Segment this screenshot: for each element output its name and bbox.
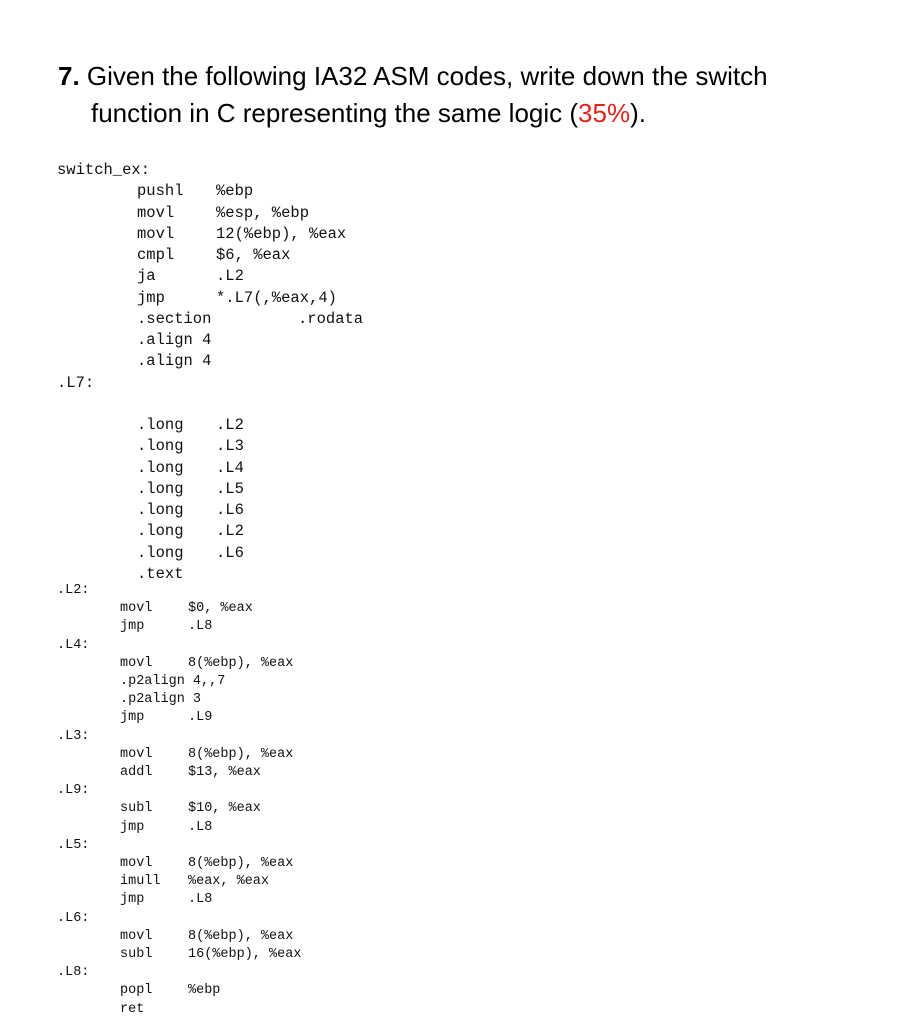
- asm-instruction-row: [0, 351, 700, 371]
- asm-operands: $6, %eax: [216, 246, 291, 264]
- asm-opcode: .p2align 3: [120, 692, 202, 708]
- asm-opcode: movl: [120, 655, 153, 671]
- asm-operands: $0, %eax: [188, 601, 253, 617]
- asm-instruction-row: [0, 181, 700, 201]
- asm-instruction-row: [0, 436, 700, 456]
- asm-opcode: imull: [120, 874, 161, 890]
- asm-label: .L7:: [57, 373, 95, 392]
- asm-instruction-row: [0, 394, 700, 414]
- asm-label: .L4:: [57, 637, 90, 653]
- question-text-line2-end: ).: [630, 98, 646, 128]
- asm-opcode: .text: [137, 564, 184, 583]
- asm-section-name: .rodata: [298, 309, 364, 328]
- asm-opcode: .p2align 4,,7: [120, 674, 226, 689]
- asm-operands: 8(%ebp), %eax: [188, 746, 294, 762]
- asm-instruction-row: [0, 764, 700, 784]
- asm-operands: $10, %eax: [188, 801, 261, 817]
- asm-opcode: .long: [137, 437, 184, 456]
- asm-operands: .L2: [216, 522, 244, 541]
- asm-instruction-row: [0, 479, 700, 499]
- asm-instruction-row: [0, 224, 700, 244]
- asm-instruction-row: [0, 655, 700, 675]
- question-text-line1: Given the following IA32 ASM codes, write down the switch: [86, 61, 768, 91]
- asm-label-row: [0, 728, 700, 748]
- question-number: 7.: [58, 61, 80, 91]
- asm-operands: .L2: [216, 267, 244, 286]
- asm-instruction-row: [0, 618, 700, 638]
- asm-operands: 8(%ebp), %eax: [188, 928, 294, 944]
- asm-label: .L9:: [57, 783, 90, 799]
- asm-opcode: .long: [137, 416, 184, 434]
- asm-label-row: [0, 782, 700, 802]
- asm-opcode: movl: [120, 746, 153, 762]
- asm-instruction-row: [0, 946, 700, 966]
- asm-instruction-row: [0, 415, 700, 435]
- asm-opcode: jmp: [120, 819, 145, 835]
- asm-instruction-row: [0, 564, 700, 584]
- asm-opcode: jmp: [120, 619, 145, 635]
- asm-opcode: .align 4: [137, 352, 212, 371]
- asm-label-row: [0, 637, 700, 657]
- asm-instruction-row: [0, 521, 700, 541]
- asm-label: .L3:: [57, 728, 90, 744]
- asm-instruction-row: [0, 458, 700, 478]
- asm-operands: %esp, %ebp: [216, 203, 310, 222]
- asm-instruction-row: [0, 600, 700, 620]
- asm-instruction-row: [0, 288, 700, 308]
- asm-label-row: [0, 837, 700, 857]
- asm-operands: .L8: [188, 819, 213, 835]
- asm-instruction-row: [0, 266, 700, 286]
- asm-operands: 8(%ebp), %eax: [188, 856, 294, 871]
- asm-opcode: pushl: [137, 182, 184, 201]
- asm-operands: .L4: [216, 458, 244, 477]
- asm-instruction-row: [0, 309, 700, 329]
- asm-opcode: .long: [137, 501, 184, 519]
- asm-instruction-row: [0, 800, 700, 820]
- asm-opcode: cmpl: [137, 246, 175, 264]
- asm-label-row: [0, 373, 700, 393]
- asm-operands: %eax, %eax: [188, 874, 270, 890]
- asm-label: .L6:: [57, 910, 90, 926]
- asm-operands: %ebp: [216, 182, 254, 201]
- asm-opcode: movl: [120, 601, 153, 617]
- asm-opcode: jmp: [137, 288, 165, 307]
- question-text-line2-start: function in C representing the same logic (: [91, 98, 579, 128]
- asm-operands: .L2: [216, 416, 244, 434]
- asm-instruction-row: [0, 873, 700, 893]
- asm-instruction-row: [0, 891, 700, 911]
- asm-opcode: .long: [137, 522, 184, 541]
- asm-opcode: ja: [137, 267, 156, 286]
- asm-instruction-row: [0, 855, 700, 875]
- question-text-line2: [58, 95, 858, 132]
- asm-opcode: movl: [137, 224, 175, 243]
- asm-label: .L5:: [57, 837, 90, 853]
- asm-instruction-row: [0, 982, 700, 1002]
- asm-operands: 16(%ebp), %eax: [188, 947, 302, 962]
- question-weight-percent: 35%: [578, 98, 631, 128]
- asm-opcode: .long: [137, 479, 184, 498]
- asm-opcode: popl: [120, 983, 153, 999]
- asm-operands: .L9: [188, 710, 213, 726]
- asm-label: .L8:: [57, 965, 90, 981]
- asm-opcode: .align 4: [137, 331, 212, 349]
- asm-opcode: movl: [120, 856, 153, 871]
- asm-label-row: [0, 582, 700, 602]
- asm-instruction-row: [0, 928, 700, 948]
- asm-opcode: jmp: [120, 892, 145, 908]
- asm-label: .L2:: [57, 583, 90, 598]
- asm-operands: .L5: [216, 479, 244, 498]
- asm-opcode: subl: [120, 801, 153, 817]
- asm-label-row: [0, 160, 700, 180]
- asm-opcode: .section: [137, 309, 212, 328]
- asm-opcode: ret: [120, 1001, 145, 1017]
- asm-instruction-row: [0, 709, 700, 729]
- asm-opcode: addl: [120, 765, 153, 780]
- asm-opcode: movl: [137, 203, 175, 222]
- asm-operands: $13, %eax: [188, 765, 261, 780]
- asm-opcode: .long: [137, 543, 184, 562]
- asm-operands: 8(%ebp), %eax: [188, 655, 294, 671]
- asm-operands: .L6: [216, 501, 244, 519]
- asm-operands: .L6: [216, 543, 244, 562]
- asm-instruction-row: [0, 673, 700, 693]
- asm-opcode: movl: [120, 928, 153, 944]
- question-prompt: [58, 58, 858, 132]
- asm-instruction-row: [0, 819, 700, 839]
- asm-opcode: subl: [120, 947, 153, 962]
- asm-operands: %ebp: [188, 983, 221, 999]
- asm-instruction-row: [0, 330, 700, 350]
- asm-operands: 12(%ebp), %eax: [216, 224, 347, 243]
- asm-opcode: .long: [137, 458, 184, 477]
- asm-label: switch_ex:: [57, 161, 151, 179]
- asm-instruction-row: [0, 1001, 700, 1021]
- asm-label-row: [0, 910, 700, 930]
- asm-instruction-row: [0, 691, 700, 711]
- asm-instruction-row: [0, 746, 700, 766]
- asm-operands: .L3: [216, 437, 244, 456]
- asm-instruction-row: [0, 203, 700, 223]
- asm-operands: *.L7(,%eax,4): [216, 288, 337, 307]
- asm-instruction-row: [0, 543, 700, 563]
- asm-opcode: jmp: [120, 710, 145, 726]
- asm-operands: .L8: [188, 892, 213, 908]
- asm-operands: .L8: [188, 619, 213, 635]
- asm-label-row: [0, 964, 700, 984]
- asm-instruction-row: [0, 245, 700, 265]
- asm-instruction-row: [0, 500, 700, 520]
